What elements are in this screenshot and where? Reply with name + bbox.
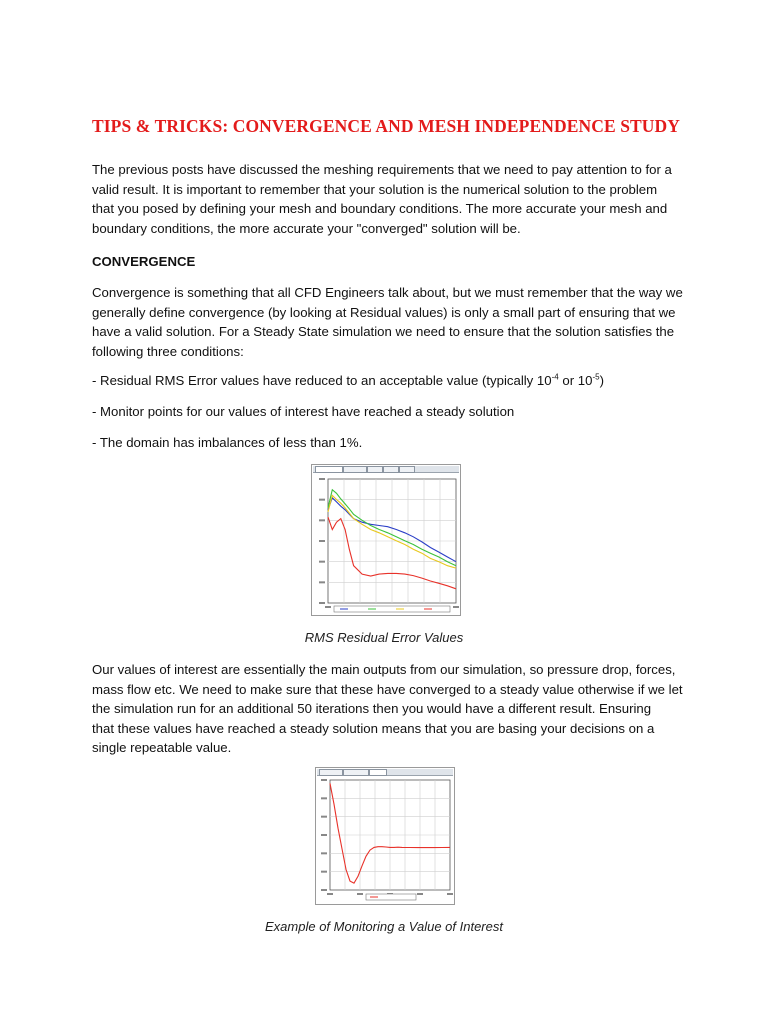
x-tick-label — [453, 606, 459, 608]
y-tick-label — [321, 871, 327, 873]
interest-paragraph — [92, 660, 692, 758]
text-line: boundary conditions, the more accurate your "converged" solution will be. — [92, 220, 521, 236]
y-tick-label — [321, 852, 327, 854]
x-tick-label — [327, 893, 333, 895]
figure-2-caption: Example of Monitoring a Value of Interest — [265, 919, 503, 934]
text-line: following three conditions: — [92, 343, 244, 359]
y-tick-label — [319, 561, 325, 563]
intro-paragraph — [92, 160, 692, 238]
text-line: have a valid solution. For a Steady State simulation we need to ensure that the solution satisfies the — [92, 324, 675, 339]
residual-chart-figure — [311, 464, 461, 616]
x-tick-label — [447, 893, 453, 895]
condition-1 — [92, 371, 692, 391]
condition-1-text: - Residual RMS Error values have reduced to an acceptable value (typically 10 — [92, 373, 552, 388]
text-line: that these values have reached a steady solution means that you are basing your decisions on a — [92, 720, 655, 736]
page-title: TIPS & TRICKS: CONVERGENCE AND MESH INDEPENDENCE STUDY — [92, 116, 681, 136]
x-tick-label — [417, 893, 423, 895]
text-line: the simulation run for an additional 50 iterations then you would have a different result. Ensuring — [92, 701, 652, 716]
y-tick-label — [319, 581, 325, 583]
convergence-paragraph — [92, 283, 692, 361]
figure-1-caption: RMS Residual Error Values — [304, 630, 464, 645]
text-line: Our values of interest are essentially the main outputs from our simulation, so pressure drop, forces, — [92, 662, 676, 677]
y-tick-label — [319, 519, 325, 521]
y-tick-label — [319, 540, 325, 542]
y-tick-label — [319, 478, 325, 480]
y-tick-label — [321, 889, 327, 891]
x-tick-label — [357, 893, 363, 895]
text-line: The previous posts have discussed the meshing requirements that we need to pay attention to for a — [92, 162, 672, 177]
condition-2: - Monitor points for our values of interest have reached a steady solution — [92, 404, 515, 419]
y-tick-label — [321, 834, 327, 836]
section-heading-convergence: CONVERGENCE — [92, 254, 196, 269]
condition-1-mid: or 10 — [558, 373, 593, 388]
text-line: valid result. It is important to remember that your solution is the numerical solution to the problem — [92, 181, 658, 197]
y-tick-label — [321, 779, 327, 781]
exponent: -4 — [551, 372, 559, 382]
condition-1-suffix: ) — [599, 373, 604, 388]
condition-3: - The domain has imbalances of less than 1%. — [92, 435, 363, 450]
text-line: generally define convergence (by looking at Residual values) is only a small part of ensuring that we — [92, 304, 676, 320]
residual-chart — [312, 465, 460, 615]
y-tick-label — [319, 499, 325, 501]
y-tick-label — [319, 602, 325, 604]
text-line: that you posed by defining your mesh and boundary conditions. The more accurate your mesh and — [92, 201, 668, 216]
y-tick-label — [321, 797, 327, 799]
text-line: single repeatable value. — [92, 740, 232, 755]
y-tick-label — [321, 816, 327, 818]
exponent: -5 — [592, 372, 600, 382]
legend-box — [334, 606, 450, 612]
text-line: Convergence is something that all CFD Engineers talk about, but we must remember that the way we — [92, 285, 683, 300]
monitor-chart — [316, 768, 454, 904]
monitor-chart-figure — [315, 767, 455, 905]
text-line: mass flow etc. We need to make sure that these have converged to a steady value otherwise if we let — [92, 681, 683, 697]
x-tick-label — [325, 606, 331, 608]
